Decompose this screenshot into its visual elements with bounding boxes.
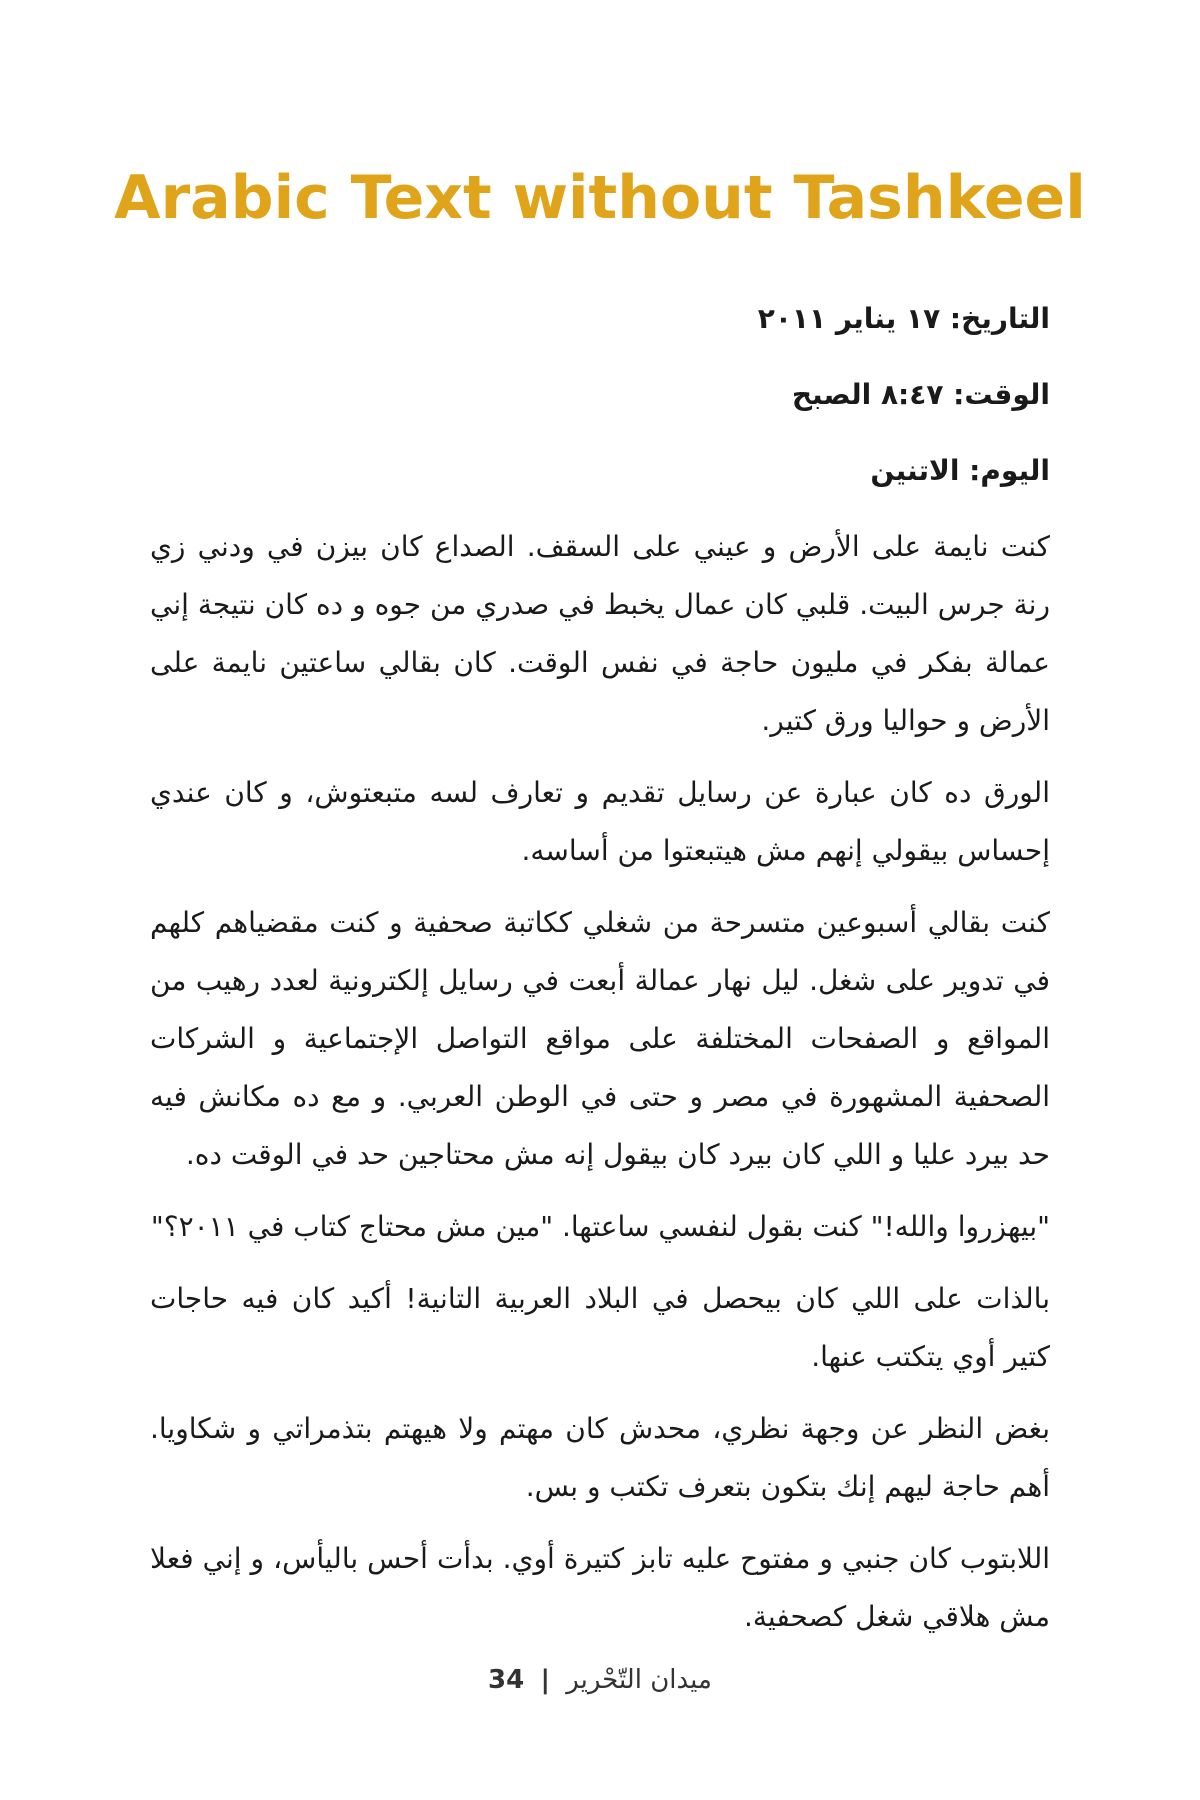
time-line: الوقت: ٨:٤٧ الصبح xyxy=(791,378,1050,411)
paragraph: الورق ده كان عبارة عن رسايل تقديم و تعارف لسه متبعتوش، و كان عندي إحساس بيقولي إنهم مش هيتبعتوا من أساسه. xyxy=(150,776,1050,867)
page-title: Arabic Text without Tashkeel xyxy=(114,163,1086,233)
paragraph: بغض النظر عن وجهة نظري، محدش كان مهتم ولا هيهتم بتذمراتي و شكاويا. أهم حاجة ليهم إنك بتكون بتعرف تكتب و بس. xyxy=(150,1412,1050,1503)
footer-separator: | xyxy=(540,1665,550,1695)
date-line: التاريخ: ١٧ يناير ٢٠١١ xyxy=(757,302,1050,335)
paragraph: كنت نايمة على الأرض و عيني على السقف. الصداع كان بيزن في ودني زي رنة جرس البيت. قلبي كان عمال يخبط في صدري من جوه و ده كان نتيجة إني عمالة بفكر في مليون حاجة في نفس الوقت. كان بقالي ساعتين نايمة على الأرض و حواليا ورق كتير. xyxy=(150,530,1050,737)
footer-book-title: ميدان التّحْرير xyxy=(566,1665,712,1695)
page-number: 34 xyxy=(488,1665,525,1695)
paragraph: "بيهزروا والله!" كنت بقول لنفسي ساعتها. "مين مش محتاج كتاب في ٢٠١١؟" xyxy=(150,1210,1050,1243)
page-footer xyxy=(0,1662,1200,1698)
paragraph: اللابتوب كان جنبي و مفتوح عليه تابز كتيرة أوي. بدأت أحس باليأس، و إني فعلا مش هلاقي شغل كصحفية. xyxy=(150,1542,1050,1633)
day-line: اليوم: الاتنين xyxy=(870,454,1050,487)
document-body xyxy=(150,290,1050,1660)
paragraph: بالذات على اللي كان بيحصل في البلاد العربية التانية! أكيد كان فيه حاجات كتير أوي يتكتب عنها. xyxy=(150,1282,1050,1373)
paragraph: كنت بقالي أسبوعين متسرحة من شغلي ككاتبة صحفية و كنت مقضياهم كلهم في تدوير على شغل. ليل نهار عمالة أبعت في رسايل إلكترونية لعدد رهيب من المواقع و الصفحات المختلفة على مواقع التواصل الإجتماعية و الشركات الصحفية المشهورة في مصر و حتى في الوطن العربي. و مع ده مكانش فيه حد بيرد عليا و اللي كان بيرد كان بيقول إنه مش محتاجين حد في الوقت ده. xyxy=(150,906,1050,1171)
